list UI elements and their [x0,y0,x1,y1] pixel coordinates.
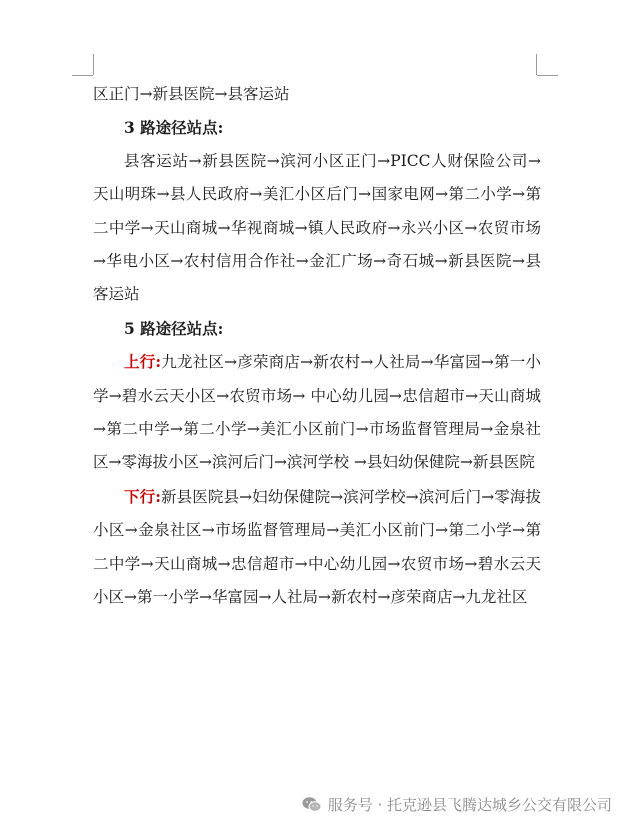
route-5-down-label: 下行: [124,486,161,506]
route-previous-tail: 区正门→新县医院→县客运站 [93,85,290,103]
route-5-up-paragraph [93,345,541,480]
crop-mark-top-left-v [93,54,94,75]
route-5-up-stops: 九龙社区→彦荣商店→新农村→人社局→华富园→第一小学→碧水云天小区→农贸市场→ 中心幼儿园→忠信超市→天山商城→第二中学→第二小学→美汇小区前门→市场监督管理局→金泉社区→零海拔小区→滨河后门→滨河学校 →县妇幼保健院→新县医院 [93,353,541,472]
route-5-heading: 5 路途径站点: [124,318,224,338]
route-3-stops: 县客运站→新县医院→滨河小区正门→PICC人财保险公司→天山明珠→县人民政府→美汇小区后门→国家电网→第二小学→第二中学→天山商城→华视商城→镇人民政府→永兴小区→农贸市场→华电小区→农村信用合作社→金汇广场→奇石城→新县医院→县客运站 [93,151,541,304]
wechat-icon [302,796,322,813]
route-5-down-paragraph [93,480,541,615]
footer-text: 服务号 · 托克逊县飞腾达城乡公交有限公司 [327,796,612,814]
route-5-down-stops: 新县医院县→妇幼保健院→滨河学校→滨河后门→零海拔小区→金泉社区→市场监督管理局→美汇小区前门→第二小学→第二中学→天山商城→忠信超市→中心幼儿园→农贸市场→碧水云天小区→第一小学→华富园→人社局→新农村→彦荣商店→九龙社区 [93,487,541,607]
crop-mark-top-right-h [537,75,558,76]
route-5-up-label: 上行: [124,352,162,372]
crop-mark-top-right-v [536,54,537,75]
crop-mark-top-left-h [72,75,93,76]
document-body [93,78,541,615]
route-3-heading: 3 路途径站点: [124,118,224,138]
footer-watermark [302,794,612,815]
